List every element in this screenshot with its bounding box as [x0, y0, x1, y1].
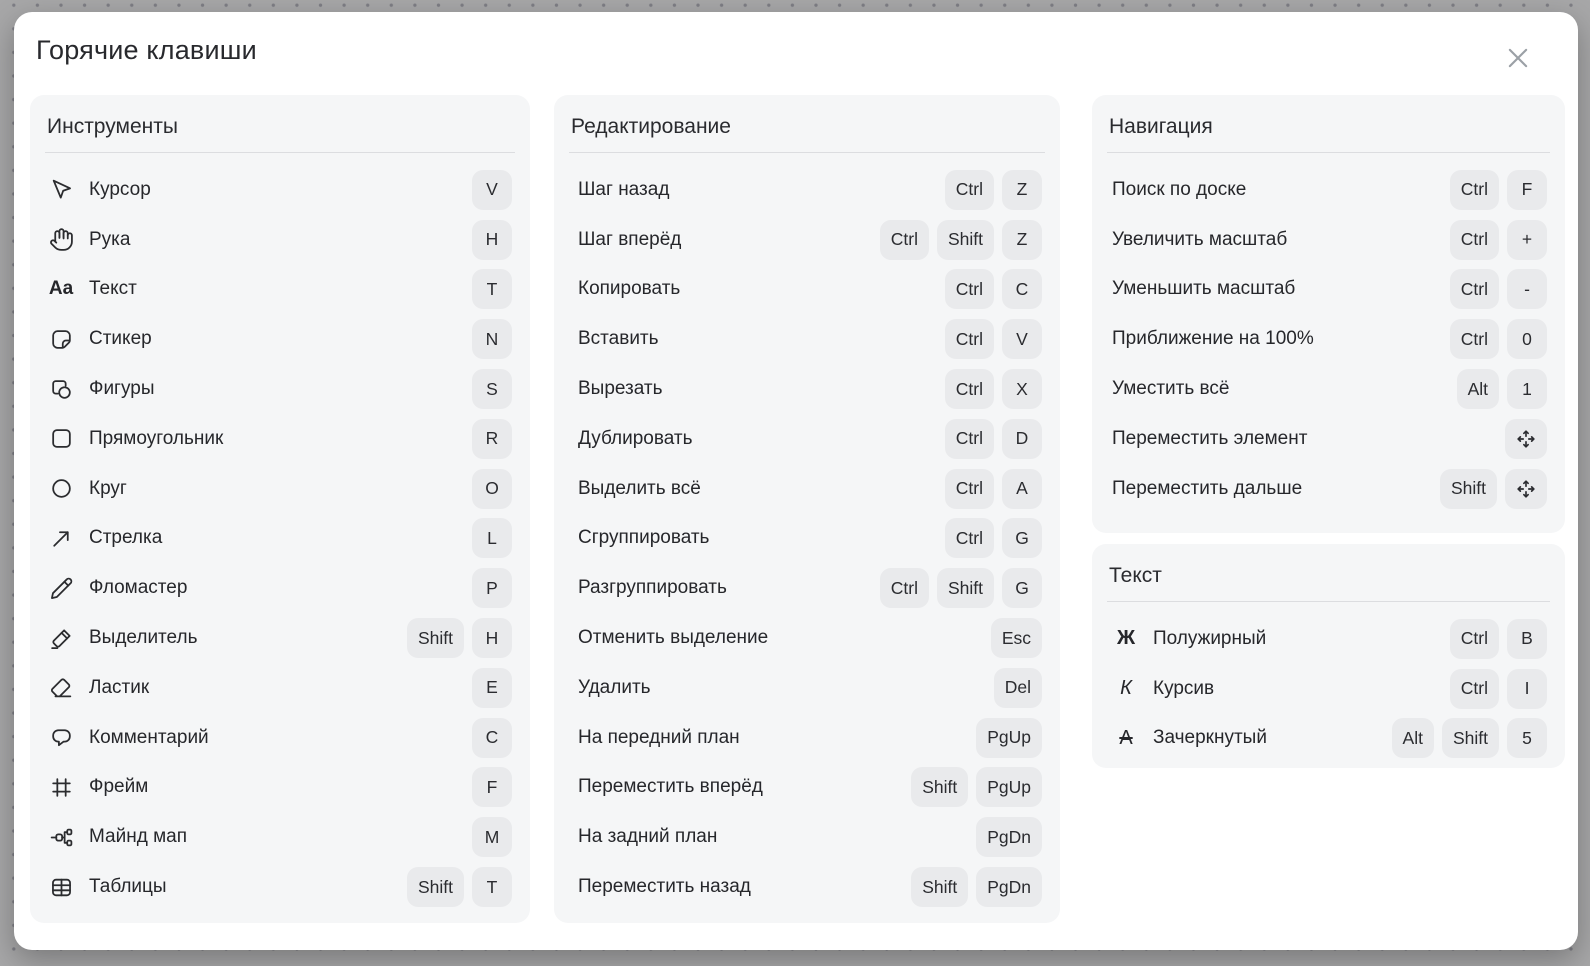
key-badge: Z — [1002, 220, 1042, 260]
hotkey-row — [554, 563, 1060, 613]
key-badge: 0 — [1507, 319, 1547, 359]
hotkey-label: Полужирный — [1153, 627, 1267, 649]
key-badge: L — [472, 518, 512, 558]
key-badge: H — [472, 618, 512, 658]
key-badge: Ctrl — [1450, 269, 1499, 309]
key-badge: Ctrl — [945, 419, 994, 459]
section-title: Редактирование — [571, 115, 731, 138]
key-badge: M — [472, 817, 512, 857]
key-badge: Ctrl — [945, 269, 994, 309]
hotkey-row — [1092, 464, 1565, 514]
divider — [1107, 152, 1550, 153]
hotkey-label: Стикер — [89, 328, 152, 350]
hotkey-label: Разгруппировать — [578, 577, 727, 599]
hotkey-row — [1092, 215, 1565, 265]
key-badge: Shift — [911, 867, 968, 907]
hotkey-row — [30, 563, 530, 613]
key-badge: Ctrl — [880, 568, 929, 608]
key-badge: V — [1002, 319, 1042, 359]
key-badge: 1 — [1507, 369, 1547, 409]
hotkey-row — [30, 464, 530, 514]
key-badge: N — [472, 319, 512, 359]
hotkey-row — [554, 663, 1060, 713]
hotkey-row — [554, 613, 1060, 663]
hotkey-label: Таблицы — [89, 876, 167, 898]
bold-icon: Ж — [1116, 627, 1136, 650]
hotkey-row — [1092, 614, 1565, 664]
dialog-title: Горячие клавиши — [36, 35, 257, 65]
hotkey-row — [1092, 314, 1565, 364]
hotkey-label: Отменить выделение — [578, 627, 769, 649]
hotkey-row — [554, 812, 1060, 862]
hotkey-label: Курсор — [89, 178, 151, 200]
key-badge: Shift — [1440, 469, 1497, 509]
divider — [45, 152, 515, 153]
key-badge: F — [472, 767, 512, 807]
hotkey-label: Курсив — [1153, 677, 1215, 699]
hotkey-row — [554, 314, 1060, 364]
section-tools — [30, 95, 530, 923]
hotkey-row — [1092, 714, 1565, 764]
table-icon — [48, 874, 74, 900]
hotkey-row — [554, 514, 1060, 564]
hotkey-row — [554, 414, 1060, 464]
hand-icon — [48, 227, 74, 253]
key-badge: F — [1507, 170, 1547, 210]
cursor-icon — [48, 177, 74, 203]
close-icon — [1503, 43, 1533, 73]
divider — [569, 152, 1045, 153]
key-badge: PgUp — [976, 718, 1042, 758]
key-badge: Ctrl — [1450, 669, 1499, 709]
hotkey-label: Текст — [89, 278, 137, 300]
hotkey-label: Рука — [89, 228, 131, 250]
key-badge: P — [472, 568, 512, 608]
hotkey-label: Копировать — [578, 278, 681, 300]
key-badge: Ctrl — [1450, 319, 1499, 359]
key-badge: Ctrl — [1450, 220, 1499, 260]
hotkey-label: Сгруппировать — [578, 527, 710, 549]
hotkey-row — [30, 364, 530, 414]
eraser-icon — [48, 675, 74, 701]
hotkey-row — [554, 265, 1060, 315]
key-badge: R — [472, 419, 512, 459]
key-badge: V — [472, 170, 512, 210]
key-badge: + — [1507, 220, 1547, 260]
key-badge: T — [472, 867, 512, 907]
hotkey-label: Фрейм — [89, 776, 149, 798]
hotkey-row — [30, 165, 530, 215]
key-badge: Shift — [937, 220, 994, 260]
hotkey-row — [30, 414, 530, 464]
key-badge: Ctrl — [945, 170, 994, 210]
sticker-icon — [48, 326, 74, 352]
section-title: Текст — [1109, 564, 1162, 587]
hotkey-label: Выделитель — [89, 627, 198, 649]
hotkey-label: Поиск по доске — [1112, 178, 1247, 200]
key-badge: Ctrl — [945, 469, 994, 509]
marker-icon — [48, 575, 74, 601]
hotkey-row — [30, 763, 530, 813]
key-badge: Del — [994, 668, 1042, 708]
key-badge: H — [472, 220, 512, 260]
hotkey-label: Фигуры — [89, 378, 155, 400]
shapes-icon — [48, 376, 74, 402]
hotkey-row — [30, 862, 530, 912]
hotkey-label: Стрелка — [89, 527, 163, 549]
key-badge: PgDn — [976, 817, 1042, 857]
italic-icon: К — [1120, 677, 1132, 700]
hotkey-label: Круг — [89, 477, 127, 499]
section-text — [1092, 544, 1565, 768]
key-badge: Esc — [991, 618, 1042, 658]
key-badge: Ctrl — [945, 319, 994, 359]
hotkeys-dialog — [14, 12, 1578, 950]
key-badge: E — [472, 668, 512, 708]
key-badge: I — [1507, 669, 1547, 709]
hotkey-row — [554, 713, 1060, 763]
move-arrows-icon — [1505, 469, 1547, 509]
key-badge: G — [1002, 568, 1042, 608]
hotkey-label: Ластик — [89, 676, 150, 698]
key-badge: Shift — [911, 767, 968, 807]
hotkey-label: Переместить дальше — [1112, 477, 1303, 499]
mindmap-icon — [48, 824, 74, 850]
hotkey-row — [1092, 265, 1565, 315]
key-badge: Shift — [407, 867, 464, 907]
hotkey-row — [1092, 364, 1565, 414]
key-badge: B — [1507, 619, 1547, 659]
hotkey-row — [1092, 414, 1565, 464]
highlighter-icon — [48, 625, 74, 651]
key-badge: Ctrl — [880, 220, 929, 260]
key-badge: Alt — [1457, 369, 1499, 409]
hotkey-row — [554, 464, 1060, 514]
hotkey-label: Переместить вперёд — [578, 776, 763, 798]
hotkey-row — [30, 663, 530, 713]
hotkey-row — [554, 862, 1060, 912]
key-badge: Shift — [937, 568, 994, 608]
hotkey-label: На передний план — [578, 726, 740, 748]
hotkey-row — [554, 165, 1060, 215]
key-badge: Shift — [1442, 718, 1499, 758]
hotkey-label: Вставить — [578, 328, 659, 350]
key-badge: D — [1002, 419, 1042, 459]
hotkey-label: Фломастер — [89, 577, 188, 599]
hotkey-label: Комментарий — [89, 726, 209, 748]
hotkey-row — [554, 763, 1060, 813]
section-title: Инструменты — [47, 115, 178, 138]
section-navigation — [1092, 95, 1565, 533]
hotkey-label: Переместить элемент — [1112, 427, 1308, 449]
hotkey-row — [30, 265, 530, 315]
frame-icon — [48, 774, 74, 800]
key-badge: Shift — [407, 618, 464, 658]
move-arrows-icon — [1505, 419, 1547, 459]
key-badge: - — [1507, 269, 1547, 309]
key-badge: O — [472, 469, 512, 509]
key-badge: X — [1002, 369, 1042, 409]
hotkey-label: Увеличить масштаб — [1112, 228, 1288, 250]
hotkey-label: Зачеркнутый — [1153, 727, 1267, 749]
hotkey-label: Шаг вперёд — [578, 228, 682, 250]
strikethrough-icon: А — [1119, 726, 1133, 749]
key-badge: Alt — [1392, 718, 1434, 758]
close-button[interactable] — [1498, 38, 1538, 78]
hotkey-label: Уменьшить масштаб — [1112, 278, 1296, 300]
key-badge: Ctrl — [945, 518, 994, 558]
key-badge: PgUp — [976, 767, 1042, 807]
circle-icon — [48, 476, 74, 502]
section-title: Навигация — [1109, 115, 1213, 138]
hotkey-row — [554, 364, 1060, 414]
hotkey-label: Шаг назад — [578, 178, 670, 200]
key-badge: PgDn — [976, 867, 1042, 907]
hotkey-label: Майнд мап — [89, 826, 187, 848]
key-badge: 5 — [1507, 718, 1547, 758]
hotkey-row — [1092, 165, 1565, 215]
arrow-icon — [48, 525, 74, 551]
hotkey-label: Удалить — [578, 676, 651, 698]
hotkey-label: Выделить всё — [578, 477, 701, 499]
hotkey-label: Дублировать — [578, 427, 693, 449]
divider — [1107, 601, 1550, 602]
hotkey-row — [1092, 664, 1565, 714]
key-badge: G — [1002, 518, 1042, 558]
hotkey-row — [30, 713, 530, 763]
hotkey-row — [30, 314, 530, 364]
hotkey-row — [30, 514, 530, 564]
comment-icon — [48, 725, 74, 751]
hotkey-label: На задний план — [578, 826, 718, 848]
key-badge: Ctrl — [1450, 170, 1499, 210]
key-badge: Z — [1002, 170, 1042, 210]
hotkey-row — [30, 215, 530, 265]
hotkey-label: Вырезать — [578, 378, 663, 400]
hotkey-row — [30, 812, 530, 862]
key-badge: C — [472, 718, 512, 758]
hotkey-label: Прямоугольник — [89, 427, 224, 449]
text-icon: Aa — [48, 278, 74, 300]
key-badge: C — [1002, 269, 1042, 309]
key-badge: S — [472, 369, 512, 409]
hotkey-row — [30, 613, 530, 663]
hotkey-label: Уместить всё — [1112, 378, 1230, 400]
section-editing — [554, 95, 1060, 923]
key-badge: A — [1002, 469, 1042, 509]
rectangle-icon — [48, 426, 74, 452]
key-badge: Ctrl — [945, 369, 994, 409]
hotkey-row — [554, 215, 1060, 265]
hotkey-label: Приближение на 100% — [1112, 328, 1314, 350]
key-badge: T — [472, 269, 512, 309]
key-badge: Ctrl — [1450, 619, 1499, 659]
hotkey-label: Переместить назад — [578, 876, 751, 898]
